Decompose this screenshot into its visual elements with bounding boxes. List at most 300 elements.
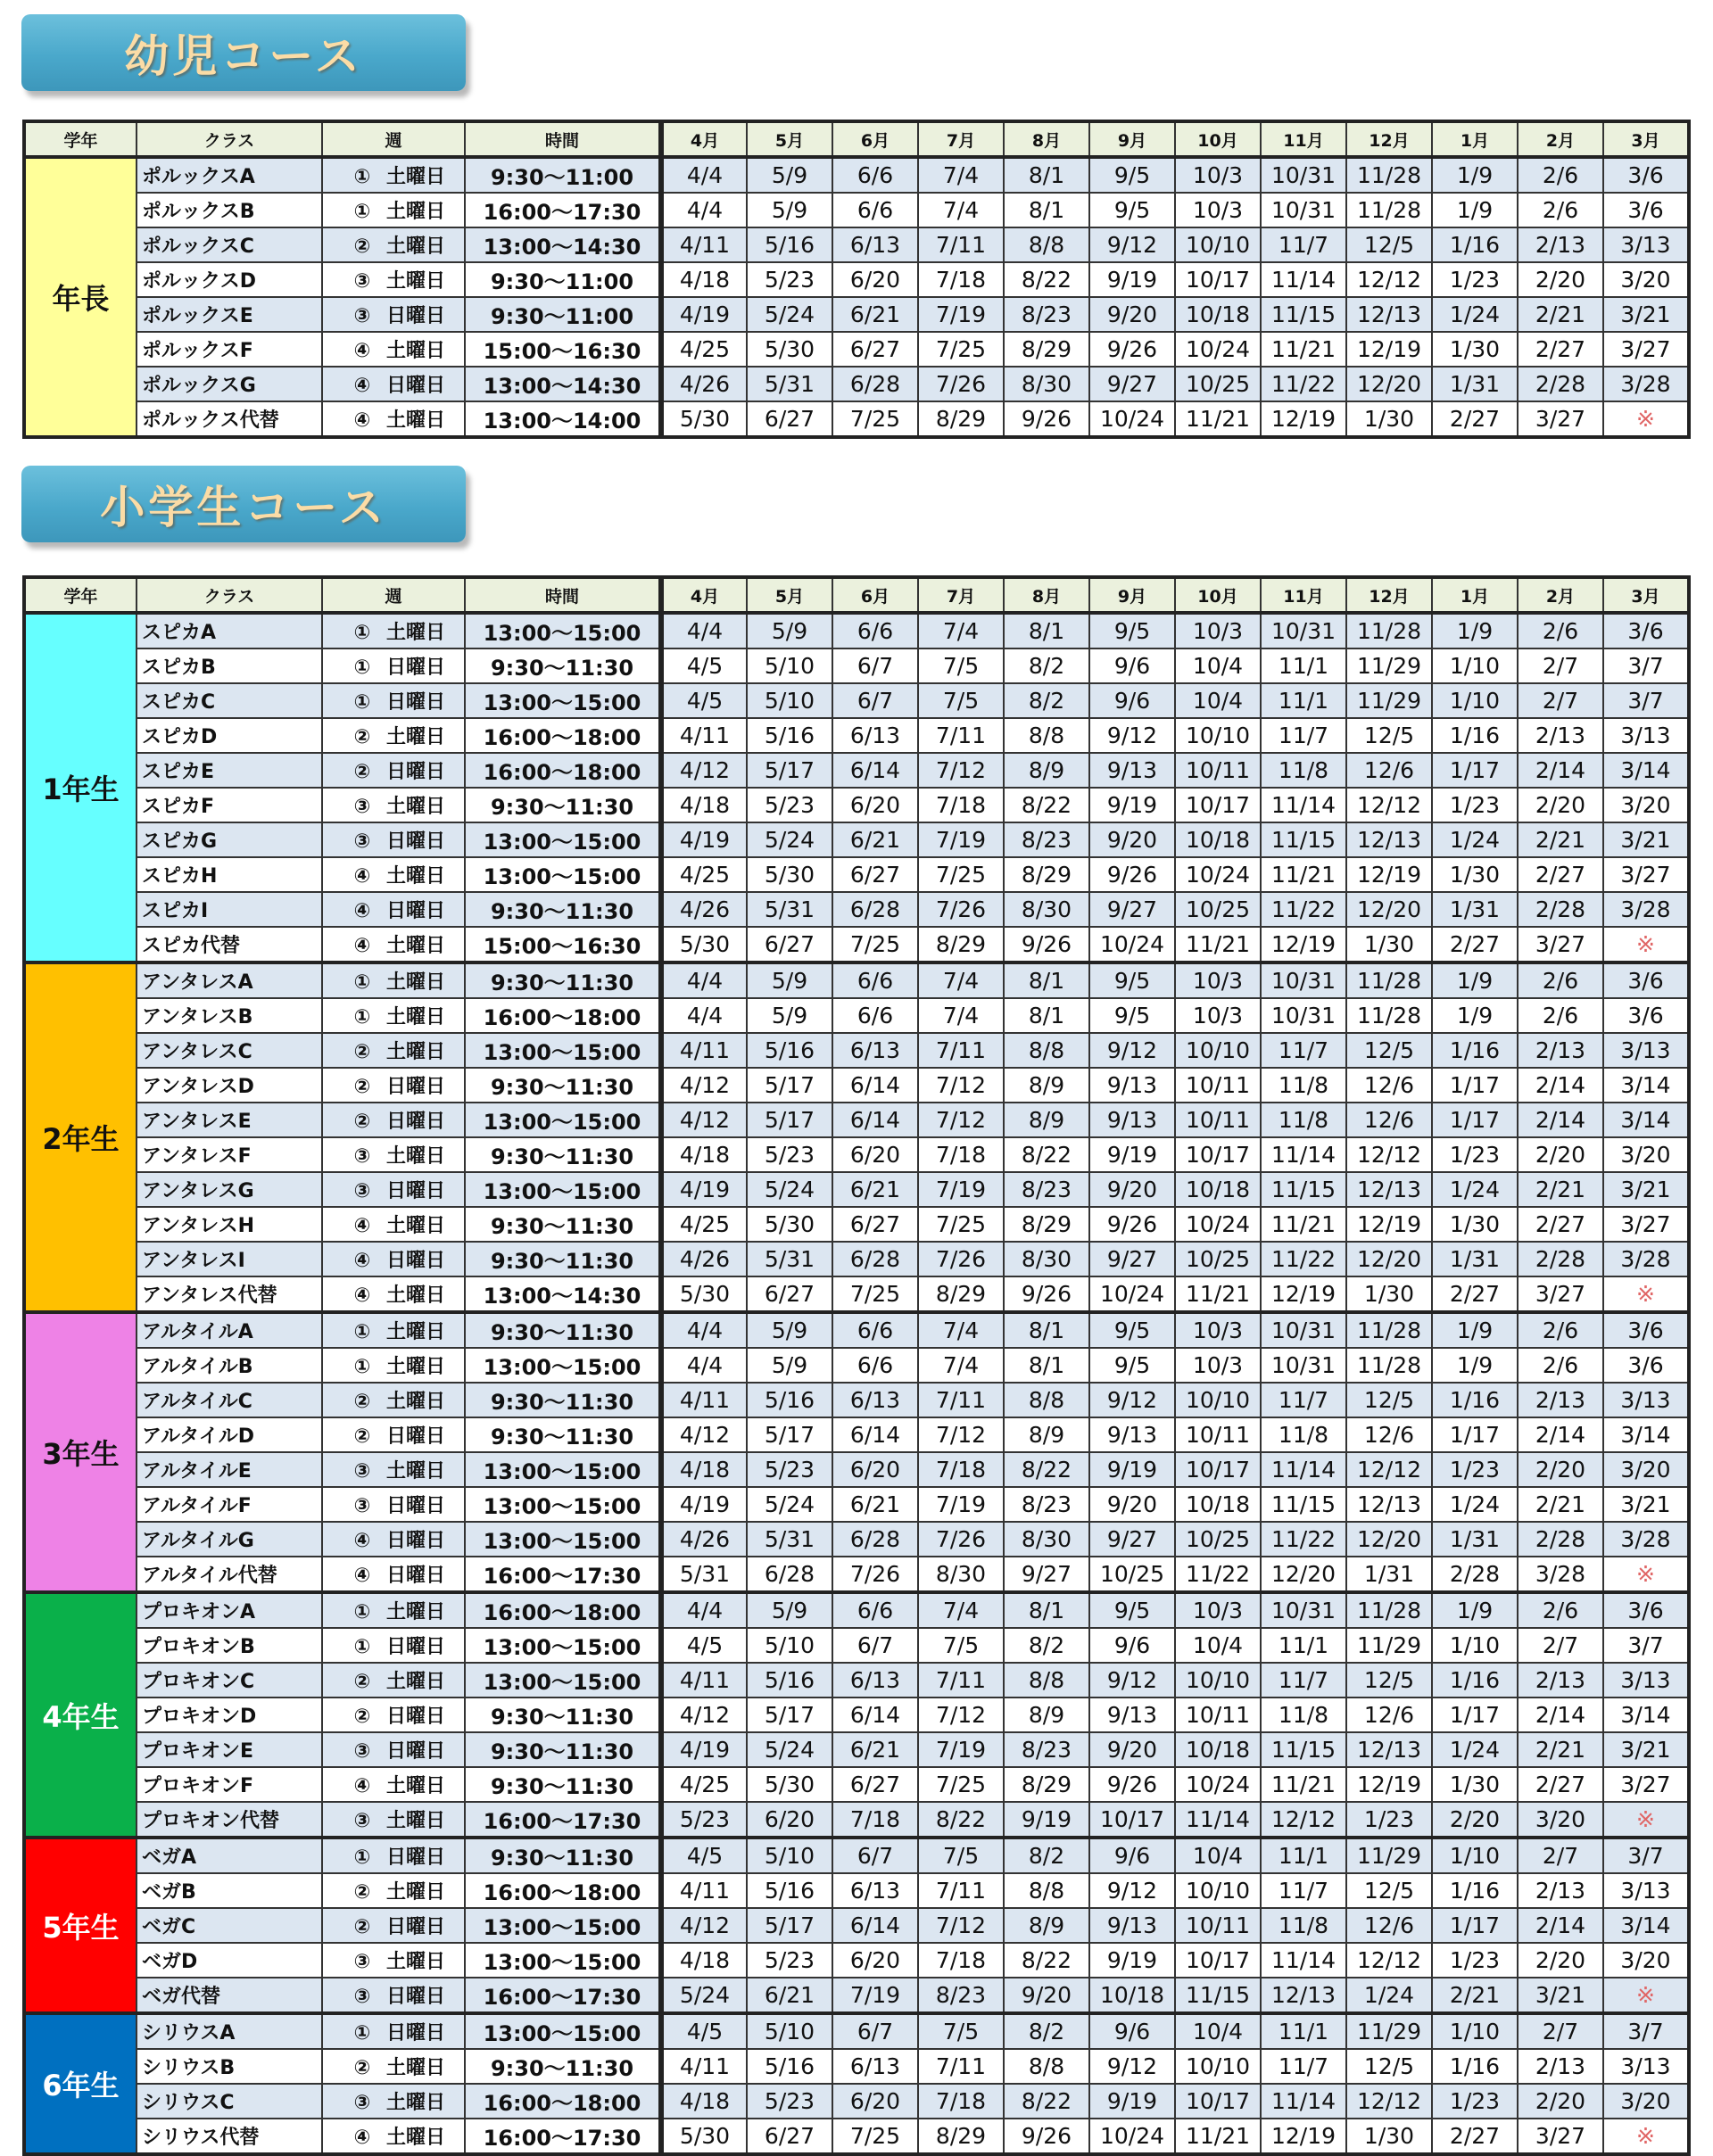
lesson-date: 10/4 xyxy=(1175,2013,1261,2049)
header-time: 時間 xyxy=(465,121,661,157)
lesson-date: 2/13 xyxy=(1518,1873,1603,1908)
lesson-date: 7/4 xyxy=(918,157,1004,193)
class-row xyxy=(24,193,1689,227)
lesson-date: 9/19 xyxy=(1089,788,1175,822)
lesson-date: 9/12 xyxy=(1089,1873,1175,1908)
lesson-date: 8/1 xyxy=(1004,1348,1089,1383)
lesson-date: ※ xyxy=(1603,1557,1689,1592)
lesson-date: 4/5 xyxy=(661,1838,747,1873)
lesson-date: 2/6 xyxy=(1518,613,1603,648)
header-month: 3月 xyxy=(1603,577,1689,613)
lesson-date: 6/27 xyxy=(832,1767,918,1802)
lesson-date: 10/3 xyxy=(1175,962,1261,998)
time-range: 13:00～15:00 xyxy=(465,683,661,718)
class-name: アンタレスE xyxy=(137,1103,322,1137)
lesson-date: 4/11 xyxy=(661,1383,747,1417)
lesson-date: 2/21 xyxy=(1518,1487,1603,1522)
weekday: 土曜日 xyxy=(385,2092,445,2114)
header-class: クラス xyxy=(137,577,322,613)
lesson-date: 9/12 xyxy=(1089,1383,1175,1417)
lesson-date: 10/10 xyxy=(1175,718,1261,753)
class-row xyxy=(24,1242,1689,1276)
week-cell xyxy=(322,1908,465,1943)
lesson-date: 1/23 xyxy=(1432,262,1518,297)
lesson-date: 2/7 xyxy=(1518,2013,1603,2049)
lesson-date: 4/19 xyxy=(661,1732,747,1767)
class-row xyxy=(24,332,1689,367)
lesson-date: 10/10 xyxy=(1175,1873,1261,1908)
lesson-date: 10/17 xyxy=(1175,788,1261,822)
lesson-date: 8/2 xyxy=(1004,1628,1089,1663)
time-range: 13:00～15:00 xyxy=(465,2013,661,2049)
lesson-date: 12/13 xyxy=(1346,297,1432,332)
lesson-date: 9/13 xyxy=(1089,1068,1175,1103)
lesson-date: 5/31 xyxy=(747,892,832,927)
lesson-date: 5/24 xyxy=(747,1172,832,1207)
lesson-date: 4/18 xyxy=(661,262,747,297)
lesson-date: 5/9 xyxy=(747,998,832,1033)
week-number: ④ xyxy=(353,340,371,362)
lesson-date: 10/25 xyxy=(1089,1557,1175,1592)
class-name: ベガD xyxy=(137,1943,322,1978)
lesson-date: 8/8 xyxy=(1004,2049,1089,2084)
lesson-date: 3/28 xyxy=(1603,892,1689,927)
lesson-date: 10/10 xyxy=(1175,1033,1261,1068)
time-range: 13:00～15:00 xyxy=(465,1487,661,1522)
lesson-date: 3/20 xyxy=(1603,1943,1689,1978)
lesson-date: 9/13 xyxy=(1089,753,1175,788)
week-number: ③ xyxy=(353,1986,371,2008)
header-month: 4月 xyxy=(661,577,747,613)
lesson-date: 1/9 xyxy=(1432,613,1518,648)
header-grade: 学年 xyxy=(24,121,137,157)
lesson-date: 1/16 xyxy=(1432,1033,1518,1068)
lesson-date: 8/22 xyxy=(1004,1943,1089,1978)
lesson-date: 9/26 xyxy=(1004,401,1089,437)
lesson-date: ※ xyxy=(1603,1276,1689,1312)
lesson-date: 3/6 xyxy=(1603,1312,1689,1348)
lesson-date: 4/4 xyxy=(661,1592,747,1628)
lesson-date: 10/3 xyxy=(1175,613,1261,648)
lesson-date: 2/14 xyxy=(1518,1068,1603,1103)
lesson-date: 11/8 xyxy=(1261,1698,1346,1732)
header-month: 12月 xyxy=(1346,577,1432,613)
week-number: ④ xyxy=(353,2127,371,2149)
lesson-date: 1/30 xyxy=(1346,401,1432,437)
week-cell xyxy=(322,1698,465,1732)
weekday: 日曜日 xyxy=(385,1180,445,1202)
lesson-date: 5/30 xyxy=(661,2119,747,2154)
lesson-date: 9/26 xyxy=(1089,1767,1175,1802)
lesson-date: 2/21 xyxy=(1432,1978,1518,2013)
week-cell xyxy=(322,1172,465,1207)
lesson-date: 10/17 xyxy=(1175,1452,1261,1487)
lesson-date: 11/15 xyxy=(1175,1978,1261,2013)
class-name: プロキオンA xyxy=(137,1592,322,1628)
lesson-date: 7/25 xyxy=(918,332,1004,367)
lesson-date: 2/6 xyxy=(1518,998,1603,1033)
class-row xyxy=(24,297,1689,332)
lesson-date: 7/25 xyxy=(918,1207,1004,1242)
lesson-date: 9/26 xyxy=(1089,1207,1175,1242)
class-name: アンタレスH xyxy=(137,1207,322,1242)
week-cell xyxy=(322,227,465,262)
lesson-date: 11/22 xyxy=(1261,367,1346,401)
class-row xyxy=(24,1908,1689,1943)
class-row xyxy=(24,1802,1689,1838)
lesson-date: 2/14 xyxy=(1518,1417,1603,1452)
lesson-date: 2/27 xyxy=(1518,332,1603,367)
time-range: 15:00～16:30 xyxy=(465,332,661,367)
week-cell xyxy=(322,1068,465,1103)
class-row xyxy=(24,718,1689,753)
lesson-date: 6/7 xyxy=(832,1628,918,1663)
lesson-date: 12/20 xyxy=(1346,1522,1432,1557)
weekday: 土曜日 xyxy=(385,726,445,748)
lesson-date: 4/5 xyxy=(661,683,747,718)
lesson-date: 4/12 xyxy=(661,1103,747,1137)
lesson-date: 5/23 xyxy=(747,2084,832,2119)
lesson-date: 11/22 xyxy=(1261,1242,1346,1276)
lesson-date: 10/4 xyxy=(1175,648,1261,683)
time-range: 13:00～15:00 xyxy=(465,1033,661,1068)
lesson-date: 9/19 xyxy=(1004,1802,1089,1838)
lesson-date: 9/26 xyxy=(1004,2119,1089,2154)
weekday: 土曜日 xyxy=(385,1671,445,1693)
lesson-date: 2/28 xyxy=(1518,892,1603,927)
grade-label: 2年生 xyxy=(24,962,137,1312)
lesson-date: 10/24 xyxy=(1175,332,1261,367)
lesson-date: 2/20 xyxy=(1518,2084,1603,2119)
header-month: 3月 xyxy=(1603,121,1689,157)
class-name: ベガA xyxy=(137,1838,322,1873)
lesson-date: 5/23 xyxy=(747,788,832,822)
time-range: 16:00～17:30 xyxy=(465,1978,661,2013)
lesson-date: 10/18 xyxy=(1175,1732,1261,1767)
class-row xyxy=(24,892,1689,927)
week-number: ④ xyxy=(353,1775,371,1797)
lesson-date: 12/19 xyxy=(1346,332,1432,367)
time-range: 16:00～18:00 xyxy=(465,998,661,1033)
time-range: 13:00～15:00 xyxy=(465,613,661,648)
lesson-date: 8/29 xyxy=(1004,332,1089,367)
lesson-date: 5/9 xyxy=(747,613,832,648)
lesson-date: 2/28 xyxy=(1432,1557,1518,1592)
lesson-date: 2/20 xyxy=(1518,1943,1603,1978)
week-cell xyxy=(322,332,465,367)
lesson-date: 8/22 xyxy=(1004,2084,1089,2119)
weekday: 土曜日 xyxy=(385,1321,445,1343)
lesson-date: 2/20 xyxy=(1432,1802,1518,1838)
lesson-date: 2/13 xyxy=(1518,2049,1603,2084)
header-month: 5月 xyxy=(747,577,832,613)
lesson-date: 2/21 xyxy=(1518,1172,1603,1207)
lesson-date: 10/24 xyxy=(1089,2119,1175,2154)
lesson-date: 1/23 xyxy=(1432,2084,1518,2119)
lesson-date: 1/9 xyxy=(1432,193,1518,227)
lesson-date: 4/12 xyxy=(661,1698,747,1732)
class-name: アンタレスB xyxy=(137,998,322,1033)
lesson-date: 9/27 xyxy=(1089,1242,1175,1276)
lesson-date: 3/20 xyxy=(1518,1802,1603,1838)
lesson-date: 5/17 xyxy=(747,1103,832,1137)
lesson-date: 10/10 xyxy=(1175,1663,1261,1698)
time-range: 9:30～11:30 xyxy=(465,1838,661,1873)
lesson-date: 3/7 xyxy=(1603,1628,1689,1663)
lesson-date: 10/11 xyxy=(1175,1417,1261,1452)
weekday: 日曜日 xyxy=(385,305,445,327)
lesson-date: 9/12 xyxy=(1089,227,1175,262)
lesson-date: 9/26 xyxy=(1004,927,1089,962)
time-range: 16:00～18:00 xyxy=(465,718,661,753)
lesson-date: 4/12 xyxy=(661,1908,747,1943)
class-row xyxy=(24,1383,1689,1417)
lesson-date: 11/14 xyxy=(1261,1452,1346,1487)
class-row xyxy=(24,2084,1689,2119)
time-range: 16:00～17:30 xyxy=(465,1557,661,1592)
lesson-date: 12/6 xyxy=(1346,1417,1432,1452)
lesson-date: 1/23 xyxy=(1346,1802,1432,1838)
lesson-date: 9/12 xyxy=(1089,1033,1175,1068)
week-number: ③ xyxy=(353,1810,371,1832)
lesson-date: 5/30 xyxy=(661,1276,747,1312)
week-number: ④ xyxy=(353,409,371,432)
lesson-date: 2/27 xyxy=(1432,2119,1518,2154)
lesson-date: 4/26 xyxy=(661,1242,747,1276)
lesson-date: 10/25 xyxy=(1175,892,1261,927)
lesson-date: 3/6 xyxy=(1603,962,1689,998)
class-name: プロキオンC xyxy=(137,1663,322,1698)
lesson-date: 3/27 xyxy=(1603,332,1689,367)
lesson-date: 1/24 xyxy=(1432,297,1518,332)
lesson-date: 5/17 xyxy=(747,753,832,788)
section-title: 幼児コース xyxy=(124,30,363,82)
class-name: ポルックスA xyxy=(137,157,322,193)
lesson-date: 6/21 xyxy=(747,1978,832,2013)
class-name: アルタイル代替 xyxy=(137,1557,322,1592)
class-row xyxy=(24,2119,1689,2154)
week-cell xyxy=(322,613,465,648)
lesson-date: 8/8 xyxy=(1004,227,1089,262)
lesson-date: 7/4 xyxy=(918,962,1004,998)
lesson-date: 11/7 xyxy=(1261,1033,1346,1068)
lesson-date: 3/13 xyxy=(1603,2049,1689,2084)
weekday: 土曜日 xyxy=(385,409,445,432)
lesson-date: 1/30 xyxy=(1432,1207,1518,1242)
lesson-date: 10/31 xyxy=(1261,613,1346,648)
lesson-date: 7/4 xyxy=(918,1348,1004,1383)
class-name: スピカA xyxy=(137,613,322,648)
week-cell xyxy=(322,1487,465,1522)
lesson-date: 12/20 xyxy=(1346,1242,1432,1276)
lesson-date: 5/31 xyxy=(747,1522,832,1557)
weekday: 日曜日 xyxy=(385,691,445,714)
lesson-date: 5/30 xyxy=(747,332,832,367)
time-range: 16:00～18:00 xyxy=(465,1873,661,1908)
lesson-date: 5/24 xyxy=(747,1732,832,1767)
header-month: 6月 xyxy=(832,577,918,613)
time-range: 13:00～15:00 xyxy=(465,857,661,892)
lesson-date: 3/28 xyxy=(1603,1242,1689,1276)
lesson-date: 11/7 xyxy=(1261,227,1346,262)
lesson-date: 9/20 xyxy=(1089,297,1175,332)
week-number: ③ xyxy=(353,1951,371,1973)
lesson-date: 10/11 xyxy=(1175,1103,1261,1137)
lesson-date: 8/2 xyxy=(1004,2013,1089,2049)
weekday: 土曜日 xyxy=(385,1775,445,1797)
weekday: 日曜日 xyxy=(385,1565,445,1587)
time-range: 13:00～15:00 xyxy=(465,1348,661,1383)
lesson-date: 5/9 xyxy=(747,1312,832,1348)
lesson-date: 3/7 xyxy=(1603,683,1689,718)
weekday: 土曜日 xyxy=(385,1460,445,1483)
header-month: 7月 xyxy=(918,121,1004,157)
lesson-date: 2/21 xyxy=(1518,822,1603,857)
lesson-date: 6/6 xyxy=(832,962,918,998)
class-row xyxy=(24,962,1689,998)
time-range: 16:00～18:00 xyxy=(465,753,661,788)
lesson-date: 9/5 xyxy=(1089,1312,1175,1348)
weekday: 土曜日 xyxy=(385,1881,445,1904)
lesson-date: 7/5 xyxy=(918,1628,1004,1663)
lesson-date: 5/9 xyxy=(747,1348,832,1383)
week-number: ② xyxy=(353,1111,371,1133)
week-cell xyxy=(322,1943,465,1978)
lesson-date: 12/13 xyxy=(1346,1487,1432,1522)
class-name: ベガC xyxy=(137,1908,322,1943)
header-month: 1月 xyxy=(1432,577,1518,613)
lesson-date: 10/31 xyxy=(1261,962,1346,998)
lesson-date: 1/10 xyxy=(1432,648,1518,683)
week-cell xyxy=(322,892,465,927)
week-cell xyxy=(322,1312,465,1348)
week-cell xyxy=(322,1033,465,1068)
week-cell xyxy=(322,927,465,962)
lesson-date: 2/14 xyxy=(1518,1698,1603,1732)
week-cell xyxy=(322,262,465,297)
header-class: クラス xyxy=(137,121,322,157)
week-cell xyxy=(322,962,465,998)
lesson-date: ※ xyxy=(1603,2119,1689,2154)
class-row xyxy=(24,1487,1689,1522)
lesson-date: 8/22 xyxy=(918,1802,1004,1838)
grade-label: 年長 xyxy=(24,157,137,437)
time-range: 13:00～14:30 xyxy=(465,367,661,401)
week-number: ② xyxy=(353,1041,371,1063)
lesson-date: 11/14 xyxy=(1261,262,1346,297)
lesson-date: 1/24 xyxy=(1432,1172,1518,1207)
lesson-date: 9/6 xyxy=(1089,683,1175,718)
lesson-date: 5/16 xyxy=(747,2049,832,2084)
week-cell xyxy=(322,788,465,822)
time-range: 13:00～15:00 xyxy=(465,1172,661,1207)
lesson-date: 7/25 xyxy=(832,401,918,437)
lesson-date: 3/28 xyxy=(1518,1557,1603,1592)
class-name: アルタイルE xyxy=(137,1452,322,1487)
week-cell xyxy=(322,1383,465,1417)
lesson-date: 9/5 xyxy=(1089,1592,1175,1628)
lesson-date: 8/29 xyxy=(918,927,1004,962)
lesson-date: 9/5 xyxy=(1089,157,1175,193)
weekday: 日曜日 xyxy=(385,1250,445,1272)
lesson-date: 9/12 xyxy=(1089,1663,1175,1698)
lesson-date: 1/16 xyxy=(1432,2049,1518,2084)
lesson-date: 4/5 xyxy=(661,648,747,683)
lesson-date: 2/6 xyxy=(1518,157,1603,193)
lesson-date: 4/4 xyxy=(661,962,747,998)
lesson-date: 12/19 xyxy=(1346,1767,1432,1802)
lesson-date: 6/20 xyxy=(832,788,918,822)
lesson-date: 11/21 xyxy=(1175,2119,1261,2154)
week-number: ① xyxy=(353,1006,371,1028)
week-number: ① xyxy=(353,1636,371,1658)
weekday: 日曜日 xyxy=(385,1530,445,1552)
lesson-date: 3/20 xyxy=(1603,1452,1689,1487)
class-row xyxy=(24,1767,1689,1802)
time-range: 9:30～11:00 xyxy=(465,262,661,297)
week-cell xyxy=(322,1557,465,1592)
lesson-date: 1/30 xyxy=(1432,857,1518,892)
lesson-date: 6/6 xyxy=(832,1348,918,1383)
class-name: ポルックスD xyxy=(137,262,322,297)
lesson-date: 3/27 xyxy=(1518,2119,1603,2154)
week-cell xyxy=(322,1592,465,1628)
grade-label: 4年生 xyxy=(24,1592,137,1838)
lesson-date: ※ xyxy=(1603,401,1689,437)
week-cell xyxy=(322,1663,465,1698)
lesson-date: 8/23 xyxy=(1004,1732,1089,1767)
lesson-date: 3/6 xyxy=(1603,1592,1689,1628)
lesson-date: 2/14 xyxy=(1518,753,1603,788)
class-row xyxy=(24,1557,1689,1592)
weekday: 日曜日 xyxy=(385,1495,445,1517)
lesson-date: 9/5 xyxy=(1089,962,1175,998)
lesson-date: 3/21 xyxy=(1603,297,1689,332)
time-range: 13:00～15:00 xyxy=(465,1452,661,1487)
time-range: 9:30～11:30 xyxy=(465,788,661,822)
grade-label: 5年生 xyxy=(24,1838,137,2013)
lesson-date: 8/1 xyxy=(1004,193,1089,227)
lesson-date: 1/9 xyxy=(1432,1312,1518,1348)
lesson-date: 11/21 xyxy=(1175,927,1261,962)
lesson-date: 12/12 xyxy=(1261,1802,1346,1838)
lesson-date: 12/13 xyxy=(1346,822,1432,857)
class-row xyxy=(24,1172,1689,1207)
class-row xyxy=(24,753,1689,788)
lesson-date: 10/31 xyxy=(1261,1312,1346,1348)
weekday: 土曜日 xyxy=(385,1145,445,1168)
class-name: アンタレスC xyxy=(137,1033,322,1068)
lesson-date: 1/31 xyxy=(1432,1522,1518,1557)
lesson-date: 10/17 xyxy=(1175,1137,1261,1172)
lesson-date: 12/5 xyxy=(1346,227,1432,262)
week-cell xyxy=(322,1628,465,1663)
lesson-date: 9/5 xyxy=(1089,613,1175,648)
class-name: アンタレスD xyxy=(137,1068,322,1103)
weekday: 土曜日 xyxy=(385,166,445,188)
lesson-date: 7/19 xyxy=(918,297,1004,332)
lesson-date: 3/28 xyxy=(1603,367,1689,401)
lesson-date: 7/12 xyxy=(918,1698,1004,1732)
time-range: 13:00～14:00 xyxy=(465,401,661,437)
lesson-date: 10/31 xyxy=(1261,157,1346,193)
lesson-date: 12/12 xyxy=(1346,1137,1432,1172)
lesson-date: 10/3 xyxy=(1175,1592,1261,1628)
lesson-date: 6/14 xyxy=(832,1103,918,1137)
lesson-date: 12/5 xyxy=(1346,718,1432,753)
lesson-date: 1/30 xyxy=(1432,1767,1518,1802)
lesson-date: 12/20 xyxy=(1346,892,1432,927)
